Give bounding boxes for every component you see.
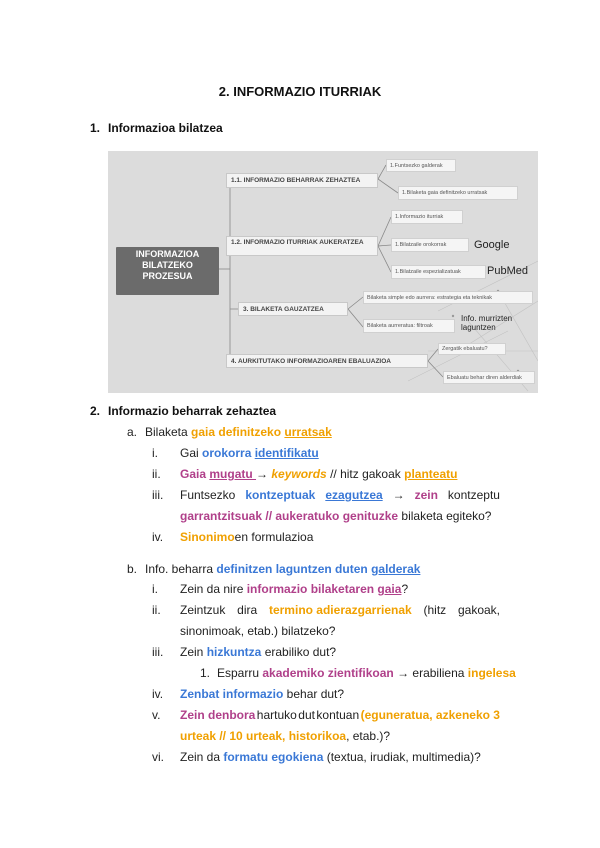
list-item-line — [180, 509, 491, 523]
text: behar dut? — [283, 687, 345, 701]
diagram-center-box: INFORMAZIOA BILATZEKO PROZESUA — [116, 247, 219, 295]
diagram-leaf: 1.Funtsezko galderak — [386, 159, 456, 172]
highlight: urteak // 10 urteak, historikoa — [180, 729, 347, 743]
diagram-step-2: 1.2. INFORMAZIO ITURRIAK AUKERATZEA — [226, 236, 378, 256]
text: erabiliko dut? — [261, 645, 337, 659]
list-marker: ii. — [152, 467, 161, 481]
list-marker: v. — [152, 708, 161, 722]
diagram-leaf: Ebaluatu behar diren alderdiak — [443, 371, 535, 384]
text: kontzeptu — [447, 488, 500, 502]
google-logo: Google — [474, 239, 510, 251]
pubmed-logo: PubMed — [487, 265, 528, 277]
text: Zein — [180, 645, 207, 659]
list-item-line — [180, 603, 500, 617]
text: en formulazioa — [234, 530, 314, 544]
list-item — [180, 530, 313, 544]
highlight: Zenbat informazio — [180, 687, 284, 701]
highlight: urratsak — [284, 425, 332, 439]
text: Zein da — [180, 750, 224, 764]
list-item-line — [180, 708, 500, 722]
list-item-line — [180, 729, 390, 743]
highlight: formatu egokiena — [223, 750, 324, 764]
list-item-line: sinonimoak, etab.) bilatzeko? — [180, 624, 336, 638]
list-item-a — [145, 425, 332, 439]
highlight: akademiko zientifikoan — [262, 666, 394, 680]
diagram-leaf: 1.Bilatzaile espezializatuak — [391, 265, 486, 279]
diagram-leaf: Zergatik ebaluatu? — [438, 343, 506, 355]
highlight: mugatu — [209, 467, 257, 481]
info-reduce-label: Info. murrizten laguntzen — [461, 314, 513, 332]
list-marker: iii. — [152, 488, 164, 502]
text: , etab.)? — [346, 729, 391, 743]
list-item-b — [145, 562, 420, 576]
section-number: 2. — [90, 404, 101, 418]
section-number: 1. — [90, 121, 101, 135]
list-marker: ii. — [152, 603, 161, 617]
text: → — [392, 488, 405, 502]
highlight: Gaia — [180, 467, 207, 481]
text: Gai — [180, 446, 203, 460]
highlight: garrantzitsuak // aukeratuko genituzke — [180, 509, 399, 523]
text: // hitz gakoak — [326, 467, 405, 481]
diagram-leaf: Bilaketa simple edo aurrera: estrategia eta teknikak — [363, 291, 533, 304]
text: → — [256, 467, 272, 481]
process-diagram — [108, 151, 538, 393]
text: (textua, irudiak, multimedia)? — [323, 750, 481, 764]
text: dira — [237, 603, 258, 617]
list-marker: iv. — [152, 530, 164, 544]
list-item — [180, 467, 457, 481]
page-title: 2. INFORMAZIO ITURRIAK — [218, 84, 382, 99]
text: bilaketa egiteko? — [398, 509, 492, 523]
list-item — [180, 446, 319, 460]
text: → erabiliena — [393, 666, 468, 680]
text: gakoak, — [457, 603, 500, 617]
diagram-step-3: 3. BILAKETA GAUZATZEA — [238, 302, 348, 316]
text: hartuko — [256, 708, 297, 722]
diagram-leaf: 1.Informazio iturriak — [391, 210, 463, 224]
list-marker: 1. — [200, 666, 211, 680]
text: Zein da nire — [180, 582, 247, 596]
section-label: Informazio beharrak zehaztea — [108, 404, 277, 418]
text: Funtsezko — [180, 488, 236, 502]
list-marker-a: a. — [127, 425, 138, 439]
text: Esparru — [217, 666, 263, 680]
text: Info. beharra — [145, 562, 217, 576]
list-marker: i. — [152, 582, 158, 596]
text: kontuan — [316, 708, 360, 722]
highlight: galderak — [371, 562, 421, 576]
highlight: ezagutzea — [325, 488, 383, 502]
highlight: (eguneratua, azkeneko 3 — [360, 708, 500, 722]
section-2-heading — [90, 404, 276, 418]
list-item — [180, 750, 481, 764]
text: Bilaketa — [145, 425, 192, 439]
list-item — [180, 582, 408, 596]
highlight: ingelesa — [467, 666, 516, 680]
highlight: identifikatu — [254, 446, 319, 460]
diagram-leaf: 1.Bilatzaile orokorrak — [391, 238, 469, 252]
section-label: Informazioa bilatzea — [108, 121, 223, 135]
highlight: keywords — [271, 467, 327, 481]
list-sub-item — [217, 666, 516, 680]
highlight: hizkuntza — [206, 645, 262, 659]
diagram-step-1: 1.1. INFORMAZIO BEHARRAK ZEHAZTEA — [226, 173, 378, 188]
section-1-heading — [90, 121, 223, 135]
highlight: zein — [414, 488, 438, 502]
list-item-line — [180, 488, 500, 502]
highlight: informazio bilaketaren — [246, 582, 375, 596]
list-marker: iv. — [152, 687, 164, 701]
list-item — [180, 687, 344, 701]
highlight: kontzeptuak — [245, 488, 316, 502]
highlight: Sinonimo — [180, 530, 235, 544]
text: Zeintzuk — [180, 603, 226, 617]
list-marker-b: b. — [127, 562, 138, 576]
list-marker: iii. — [152, 645, 164, 659]
highlight: gaia — [377, 582, 402, 596]
list-marker: i. — [152, 446, 158, 460]
diagram-leaf: Bilaketa aurreratua: filtroak — [363, 319, 455, 333]
text: ? — [401, 582, 409, 596]
highlight: gaia definitzeko — [191, 425, 282, 439]
diagram-leaf: 1.Bilaketa gaia definitzeko urratsak — [398, 186, 518, 200]
list-marker: vi. — [152, 750, 164, 764]
diagram-step-4: 4. AURKITUTAKO INFORMAZIOAREN EBALUAZIOA — [226, 354, 428, 368]
list-item — [180, 645, 336, 659]
text: dut — [298, 708, 315, 722]
highlight: orokorra — [202, 446, 252, 460]
highlight: termino adierazgarrienak — [268, 603, 412, 617]
highlight: Zein denbora — [180, 708, 256, 722]
highlight: planteatu — [404, 467, 458, 481]
highlight: definitzen laguntzen duten — [216, 562, 368, 576]
text: (hitz — [423, 603, 447, 617]
